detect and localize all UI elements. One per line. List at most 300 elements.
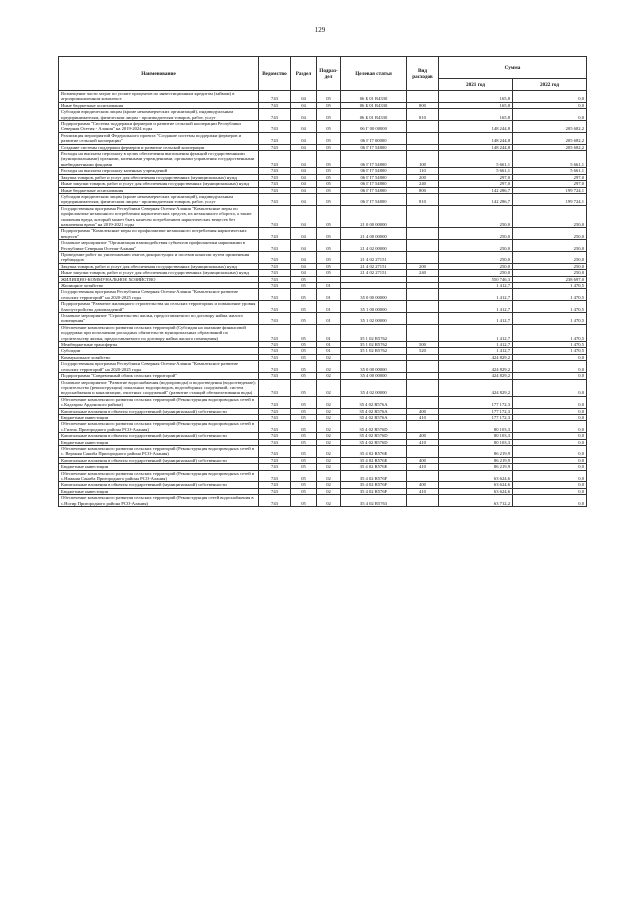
cell-dept: 743 — [259, 342, 291, 348]
cell-name: Государственная программа Республики Северная Осетия-Алания "Комплексное развитие сельских территорий" на 2020-2025 годы — [59, 361, 259, 373]
cell-2021: 250,0 — [439, 205, 513, 228]
cell-name: Подпрограмма "Современный облик сельских территорий" — [59, 373, 259, 379]
cell-dept: 743 — [259, 193, 291, 205]
cell-dept: 743 — [259, 408, 291, 414]
cell-subsection: 05 — [317, 151, 341, 168]
cell-2022: 1 470,5 — [513, 348, 587, 354]
cell-section: 04 — [291, 168, 317, 174]
cell-name: Бюджетные инвестиции — [59, 439, 259, 445]
cell-target: 06 Г I7 54800 — [341, 151, 407, 168]
cell-exp-type — [407, 324, 439, 341]
cell-name: Иные бюджетные ассигнования — [59, 102, 259, 108]
cell-exp-type: 520 — [407, 348, 439, 354]
cell-subsection: 02 — [317, 361, 341, 373]
cell-dept: 743 — [259, 270, 291, 276]
cell-subsection: 02 — [317, 379, 341, 396]
cell-exp-type: 810 — [407, 193, 439, 205]
cell-section: 05 — [291, 354, 317, 360]
cell-section: 05 — [291, 348, 317, 354]
cell-name: Обеспечение комплексного развития сельских территорий (Субсидия на оказание финансовой поддержки при исполнении расходных обязательств муниципальных образований по строительству жилья, предоставляемого по договору найма жилого помещения) — [59, 324, 259, 341]
cell-2021: 1 412,7 — [439, 289, 513, 301]
cell-target: 21 4 02 27151 — [341, 270, 407, 276]
cell-dept: 743 — [259, 439, 291, 445]
cell-subsection: 02 — [317, 421, 341, 433]
cell-exp-type — [407, 421, 439, 433]
page-number: 129 — [314, 26, 326, 34]
cell-exp-type: 200 — [407, 174, 439, 180]
cell-exp-type: 100 — [407, 151, 439, 168]
cell-2021: 63 712,2 — [439, 495, 513, 507]
cell-dept: 743 — [259, 187, 291, 193]
cell-name: Субсидии юридическим лицам (кроме некоммерческих организаций), индивидуальным предпринимателям, физическим лицам - производителям товаров, работ, услуг — [59, 109, 259, 121]
table-row — [59, 240, 587, 252]
cell-subsection: 02 — [317, 470, 341, 482]
cell-2021: 165,8 — [439, 102, 513, 108]
cell-2022: 1 470,5 — [513, 324, 587, 341]
cell-section: 04 — [291, 102, 317, 108]
cell-exp-type — [407, 301, 439, 313]
cell-2022: 0,0 — [513, 102, 587, 108]
cell-dept: 743 — [259, 121, 291, 133]
cell-exp-type — [407, 132, 439, 144]
cell-2021: 148 244,8 — [439, 121, 513, 133]
cell-subsection: 01 — [317, 301, 341, 313]
cell-name: Бюджетные инвестиции — [59, 488, 259, 494]
cell-2021: 148 244,8 — [439, 132, 513, 144]
cell-section: 05 — [291, 324, 317, 341]
table-row — [59, 421, 587, 433]
cell-2022: 199 724,1 — [513, 193, 587, 205]
cell-section: 04 — [291, 263, 317, 269]
cell-exp-type: 400 — [407, 408, 439, 414]
cell-name: Бюджетные инвестиции — [59, 414, 259, 420]
cell-2022: 0,0 — [513, 91, 587, 103]
cell-dept: 743 — [259, 276, 291, 282]
cell-dept: 743 — [259, 174, 291, 180]
cell-subsection: 02 — [317, 354, 341, 360]
cell-2021: 250,0 — [439, 263, 513, 269]
cell-target: 35 4 02 R5763 — [341, 495, 407, 507]
cell-subsection: 02 — [317, 495, 341, 507]
cell-name: Государственная программа Республики Северная Осетия-Алания "Комплексное развитие сельских территорий" на 2020-2025 годы — [59, 289, 259, 301]
cell-dept: 743 — [259, 132, 291, 144]
cell-name: ЖИЛИЩНО-КОММУНАЛЬНОЕ ХОЗЯЙСТВО — [59, 276, 259, 282]
cell-exp-type: 410 — [407, 439, 439, 445]
cell-2021: 1 412,7 — [439, 301, 513, 313]
cell-name: Обеспечение комплексного развития сельских территорий (Реконструкция сетей водоснабжения в с.Ногир Пригородного района РСО-Алания) — [59, 495, 259, 507]
cell-2021: 297,0 — [439, 181, 513, 187]
cell-subsection: 05 — [317, 240, 341, 252]
cell-section: 04 — [291, 151, 317, 168]
cell-2022: 250,0 — [513, 240, 587, 252]
cell-2022: 250,0 — [513, 205, 587, 228]
cell-subsection: 02 — [317, 457, 341, 463]
cell-target: 06 Г I7 54800 — [341, 193, 407, 205]
cell-2022: 0,0 — [513, 470, 587, 482]
cell-section: 04 — [291, 181, 317, 187]
table-row — [59, 445, 587, 457]
cell-dept: 743 — [259, 470, 291, 482]
cell-2022: 0,0 — [513, 373, 587, 379]
table-row — [59, 289, 587, 301]
cell-2021: 250,0 — [439, 228, 513, 240]
table-row — [59, 121, 587, 133]
cell-exp-type — [407, 470, 439, 482]
cell-target: 35 1 02 00000 — [341, 313, 407, 325]
header-subsection: Подраз-дел — [317, 57, 341, 91]
cell-name: Коммунальное хозяйство — [59, 354, 259, 360]
cell-2022: 205 682,2 — [513, 132, 587, 144]
header-2022: 2022 год — [513, 79, 587, 91]
table-row — [59, 109, 587, 121]
cell-section: 05 — [291, 301, 317, 313]
cell-subsection: 05 — [317, 121, 341, 133]
header-sum: Сумма — [439, 57, 587, 79]
cell-subsection: 05 — [317, 228, 341, 240]
cell-subsection: 05 — [317, 181, 341, 187]
cell-target: 35 4 02 R576E — [341, 457, 407, 463]
table-row — [59, 324, 587, 341]
cell-name: Обеспечение комплексного развития сельских территорий (Реконструкция водопроводных сетей в с. Верхняя Саниба Пригородного района РСО-Алания) — [59, 445, 259, 457]
cell-dept: 743 — [259, 289, 291, 301]
cell-2021: 250,0 — [439, 270, 513, 276]
cell-section: 04 — [291, 132, 317, 144]
cell-2021: 1 412,7 — [439, 313, 513, 325]
cell-name: Капитальные вложения в объекты государственной (муниципальной) собственности — [59, 482, 259, 488]
cell-exp-type — [407, 313, 439, 325]
cell-subsection: 05 — [317, 91, 341, 103]
cell-2022: 0,0 — [513, 408, 587, 414]
cell-2022: 238 697,0 — [513, 276, 587, 282]
cell-exp-type: 400 — [407, 457, 439, 463]
cell-dept: 743 — [259, 251, 291, 263]
cell-name: Иные закупки товаров, работ и услуг для обеспечения государственных (муниципальных) нужд — [59, 181, 259, 187]
cell-name: Проведение работ по уничтожению очагов дикорастущих и посевов конопли путем применения гербицидов — [59, 251, 259, 263]
cell-2021: 177 172,3 — [439, 396, 513, 408]
cell-dept: 743 — [259, 205, 291, 228]
cell-target: 06 Б 01 R4330 — [341, 109, 407, 121]
cell-dept: 743 — [259, 445, 291, 457]
cell-exp-type: 240 — [407, 181, 439, 187]
cell-2022: 0,0 — [513, 433, 587, 439]
cell-section: 04 — [291, 240, 317, 252]
cell-exp-type — [407, 240, 439, 252]
cell-target: 35 4 02 R576E — [341, 445, 407, 457]
cell-2021: 250,0 — [439, 240, 513, 252]
header-dept: Ведомство — [259, 57, 291, 91]
cell-exp-type: 110 — [407, 168, 439, 174]
table-row — [59, 228, 587, 240]
cell-target: 35 4 02 R576A — [341, 414, 407, 420]
cell-subsection: 01 — [317, 289, 341, 301]
cell-name: Межбюджетные трансферты — [59, 342, 259, 348]
cell-exp-type — [407, 396, 439, 408]
cell-section: 04 — [291, 91, 317, 103]
cell-target: 06 Б 01 R4330 — [341, 91, 407, 103]
cell-dept: 743 — [259, 151, 291, 168]
cell-exp-type — [407, 205, 439, 228]
budget-table — [58, 56, 587, 507]
cell-dept: 743 — [259, 348, 291, 354]
cell-section: 05 — [291, 289, 317, 301]
cell-dept: 743 — [259, 144, 291, 150]
cell-name: Обеспечение комплексного развития сельских территорий (Реконструкция водопроводных сетей в с.Кадгарон Ардонского района) — [59, 396, 259, 408]
cell-2022: 0,0 — [513, 482, 587, 488]
cell-dept: 743 — [259, 168, 291, 174]
cell-exp-type: 800 — [407, 187, 439, 193]
cell-target: 35 4 02 R576F — [341, 482, 407, 488]
cell-name: Капитальные вложения в объекты государственной (муниципальной) собственности — [59, 408, 259, 414]
cell-exp-type — [407, 379, 439, 396]
cell-target: 35 4 02 R576A — [341, 408, 407, 414]
cell-name: Жилищное хозяйство — [59, 283, 259, 289]
cell-2021: 1 412,7 — [439, 342, 513, 348]
cell-dept: 743 — [259, 313, 291, 325]
cell-2021: 424 829,2 — [439, 354, 513, 360]
cell-target: 35 4 02 R576D — [341, 439, 407, 445]
cell-target: 35 0 00 00000 — [341, 289, 407, 301]
cell-target: 35 1 02 R5762 — [341, 342, 407, 348]
cell-2021: 142 286,7 — [439, 193, 513, 205]
cell-target: 35 4 02 R576F — [341, 488, 407, 494]
cell-2021: 148 244,8 — [439, 144, 513, 150]
cell-2022: 1 470,5 — [513, 313, 587, 325]
cell-2021: 1 412,7 — [439, 283, 513, 289]
cell-subsection: 02 — [317, 488, 341, 494]
table-row — [59, 205, 587, 228]
cell-2021: 424 829,2 — [439, 373, 513, 379]
cell-name: Расходы на выплаты персоналу казенных учреждений — [59, 168, 259, 174]
cell-dept: 743 — [259, 283, 291, 289]
cell-target: 21 4 02 27151 — [341, 251, 407, 263]
cell-exp-type: 500 — [407, 342, 439, 348]
cell-2022: 297,0 — [513, 174, 587, 180]
cell-2022: 0,0 — [513, 488, 587, 494]
table-row — [59, 470, 587, 482]
cell-exp-type — [407, 121, 439, 133]
cell-section: 04 — [291, 270, 317, 276]
cell-name: Расходы на выплаты персоналу в целях обеспечения выполнения функций государственными (муниципальными) органами, казенными учреждениями, органами управления государственными внебюджетными фондами — [59, 151, 259, 168]
cell-section: 04 — [291, 228, 317, 240]
cell-name: Обеспечение комплексного развития сельских территорий (Реконструкция водопроводных сетей в с.Гизель Пригородного района РСО-Алания) — [59, 421, 259, 433]
cell-target: 35 4 02 R576D — [341, 433, 407, 439]
cell-name: Капитальные вложения в объекты государственной (муниципальной) собственности — [59, 433, 259, 439]
cell-section: 05 — [291, 433, 317, 439]
cell-subsection: 02 — [317, 433, 341, 439]
cell-subsection: 01 — [317, 324, 341, 341]
header-name: Наименование — [59, 57, 259, 91]
table-row — [59, 379, 587, 396]
cell-dept: 743 — [259, 361, 291, 373]
cell-2022: 5 661,1 — [513, 151, 587, 168]
cell-target: 35 4 02 R576E — [341, 464, 407, 470]
cell-2021: 63 624,6 — [439, 488, 513, 494]
cell-target: 35 1 02 R5762 — [341, 324, 407, 341]
cell-target: 06 Г I7 54800 — [341, 174, 407, 180]
cell-dept: 743 — [259, 263, 291, 269]
table-row — [59, 396, 587, 408]
cell-section: 05 — [291, 457, 317, 463]
cell-dept: 743 — [259, 109, 291, 121]
cell-2021: 80 103,3 — [439, 433, 513, 439]
cell-section: 04 — [291, 174, 317, 180]
cell-exp-type — [407, 228, 439, 240]
cell-section: 04 — [291, 251, 317, 263]
cell-2022: 0,0 — [513, 457, 587, 463]
cell-dept: 743 — [259, 373, 291, 379]
cell-dept: 743 — [259, 414, 291, 420]
cell-target: 35 4 02 R576D — [341, 421, 407, 433]
cell-subsection: 05 — [317, 270, 341, 276]
header-target: Целевая статья — [341, 57, 407, 91]
cell-name: Обеспечение комплексного развития сельских территорий (Реконструкция водопроводных сетей в с.Нижняя Саниба Пригородного района РСО-Алания) — [59, 470, 259, 482]
cell-exp-type: 200 — [407, 263, 439, 269]
cell-subsection: 05 — [317, 144, 341, 150]
cell-exp-type — [407, 361, 439, 373]
cell-section: 05 — [291, 470, 317, 482]
cell-section: 05 — [291, 283, 317, 289]
cell-exp-type — [407, 495, 439, 507]
header-2021: 2021 год — [439, 79, 513, 91]
cell-2021: 177 172,3 — [439, 408, 513, 414]
cell-target: 35 4 00 00000 — [341, 373, 407, 379]
cell-dept: 743 — [259, 354, 291, 360]
cell-section: 05 — [291, 421, 317, 433]
cell-exp-type: 400 — [407, 433, 439, 439]
cell-2021: 86 219,9 — [439, 457, 513, 463]
cell-name: Закупка товаров, работ и услуг для обеспечения государственных (муниципальных) нужд — [59, 174, 259, 180]
cell-subsection: 01 — [317, 342, 341, 348]
cell-subsection: 01 — [317, 313, 341, 325]
cell-2021: 5 661,1 — [439, 168, 513, 174]
cell-subsection: 02 — [317, 408, 341, 414]
cell-target: 06 Г I7 54800 — [341, 187, 407, 193]
cell-exp-type — [407, 251, 439, 263]
cell-dept: 743 — [259, 433, 291, 439]
cell-2022: 199 724,1 — [513, 187, 587, 193]
cell-dept: 743 — [259, 102, 291, 108]
cell-target: 21 4 02 00000 — [341, 240, 407, 252]
cell-name: Субсидии юридическим лицам (кроме некоммерческих организаций), индивидуальным предпринимателям, физическим лицам - производителям товаров, работ, услуг — [59, 193, 259, 205]
cell-2022: 1 470,5 — [513, 283, 587, 289]
header-section: Раздел — [291, 57, 317, 91]
table-row — [59, 361, 587, 373]
cell-subsection: 02 — [317, 414, 341, 420]
cell-section: 05 — [291, 439, 317, 445]
cell-2022: 205 682,2 — [513, 121, 587, 133]
cell-subsection: 05 — [317, 187, 341, 193]
cell-dept: 743 — [259, 396, 291, 408]
cell-2021: 250,0 — [439, 251, 513, 263]
cell-exp-type: 240 — [407, 270, 439, 276]
cell-2022: 0,0 — [513, 361, 587, 373]
cell-subsection: 02 — [317, 482, 341, 488]
cell-target: 35 4 02 R576A — [341, 396, 407, 408]
cell-name: Создание системы поддержки фермеров и развитие сельской кооперации — [59, 144, 259, 150]
cell-2021: 165,8 — [439, 91, 513, 103]
cell-name: Основное мероприятие "Организация взаимодействия субъектов профилактики наркомании в Республике Северная Осетия-Алания" — [59, 240, 259, 252]
table-row — [59, 313, 587, 325]
cell-2022: 1 470,5 — [513, 289, 587, 301]
cell-2021: 1 412,7 — [439, 324, 513, 341]
cell-subsection: 02 — [317, 464, 341, 470]
table-row — [59, 132, 587, 144]
cell-name: Капитальные вложения в объекты государственной (муниципальной) собственности — [59, 457, 259, 463]
cell-name: Возмещение части затрат по уплате процентов по инвестиционным кредитам (займам) в агропромышленном комплексе — [59, 91, 259, 103]
cell-subsection: 02 — [317, 373, 341, 379]
cell-2021: 424 829,2 — [439, 379, 513, 396]
cell-2022: 5 661,1 — [513, 168, 587, 174]
cell-target: 06 Г I7 54800 — [341, 181, 407, 187]
cell-section: 04 — [291, 187, 317, 193]
cell-target: 06 Б 01 R4330 — [341, 102, 407, 108]
cell-2022: 250,0 — [513, 251, 587, 263]
cell-subsection: 05 — [317, 193, 341, 205]
cell-2021: 1 412,7 — [439, 348, 513, 354]
cell-section: 05 — [291, 414, 317, 420]
table-body — [59, 91, 587, 507]
cell-2022: 0,0 — [513, 445, 587, 457]
cell-dept: 743 — [259, 495, 291, 507]
cell-subsection: 05 — [317, 102, 341, 108]
cell-section: 05 — [291, 464, 317, 470]
cell-target: 35 4 02 00000 — [341, 379, 407, 396]
cell-2022: 1 470,5 — [513, 301, 587, 313]
cell-name: Подпрограмма "Система поддержки фермеров и развитие сельской кооперации Республики Северная Осетия - Алания" на 2019-2024 годы — [59, 121, 259, 133]
cell-dept: 743 — [259, 324, 291, 341]
cell-exp-type: 810 — [407, 109, 439, 121]
cell-2021: 550 746,3 — [439, 276, 513, 282]
cell-name: Закупка товаров, работ и услуг для обеспечения государственных (муниципальных) нужд — [59, 263, 259, 269]
cell-subsection: 05 — [317, 168, 341, 174]
cell-subsection: 01 — [317, 348, 341, 354]
cell-subsection: 05 — [317, 174, 341, 180]
cell-name: Субсидии — [59, 348, 259, 354]
cell-2021: 297,0 — [439, 174, 513, 180]
table-row — [59, 251, 587, 263]
cell-subsection: 05 — [317, 132, 341, 144]
table-row — [59, 301, 587, 313]
cell-section: 05 — [291, 482, 317, 488]
cell-2022: 1 470,5 — [513, 342, 587, 348]
cell-name: Подпрограмма "Комплексные меры по профилактике незаконного потребления наркотических веществ" — [59, 228, 259, 240]
cell-section: 05 — [291, 495, 317, 507]
table-row — [59, 151, 587, 168]
cell-section: 04 — [291, 144, 317, 150]
cell-section: 04 — [291, 205, 317, 228]
cell-name: Иные закупки товаров, работ и услуг для обеспечения государственных (муниципальных) нужд — [59, 270, 259, 276]
cell-dept: 743 — [259, 457, 291, 463]
cell-2021: 80 103,3 — [439, 421, 513, 433]
cell-section: 04 — [291, 109, 317, 121]
cell-2022: 0,0 — [513, 396, 587, 408]
cell-2022: 250,0 — [513, 270, 587, 276]
cell-exp-type: 800 — [407, 102, 439, 108]
cell-dept: 743 — [259, 421, 291, 433]
cell-section: 05 — [291, 373, 317, 379]
cell-2022: 0,0 — [513, 421, 587, 433]
cell-subsection: 05 — [317, 109, 341, 121]
cell-dept: 743 — [259, 91, 291, 103]
cell-2021: 165,8 — [439, 109, 513, 121]
cell-exp-type: 400 — [407, 482, 439, 488]
table-row — [59, 91, 587, 103]
cell-2022: 250,0 — [513, 228, 587, 240]
cell-2021: 424 829,2 — [439, 361, 513, 373]
cell-dept: 743 — [259, 488, 291, 494]
cell-exp-type — [407, 445, 439, 457]
cell-subsection: 02 — [317, 396, 341, 408]
